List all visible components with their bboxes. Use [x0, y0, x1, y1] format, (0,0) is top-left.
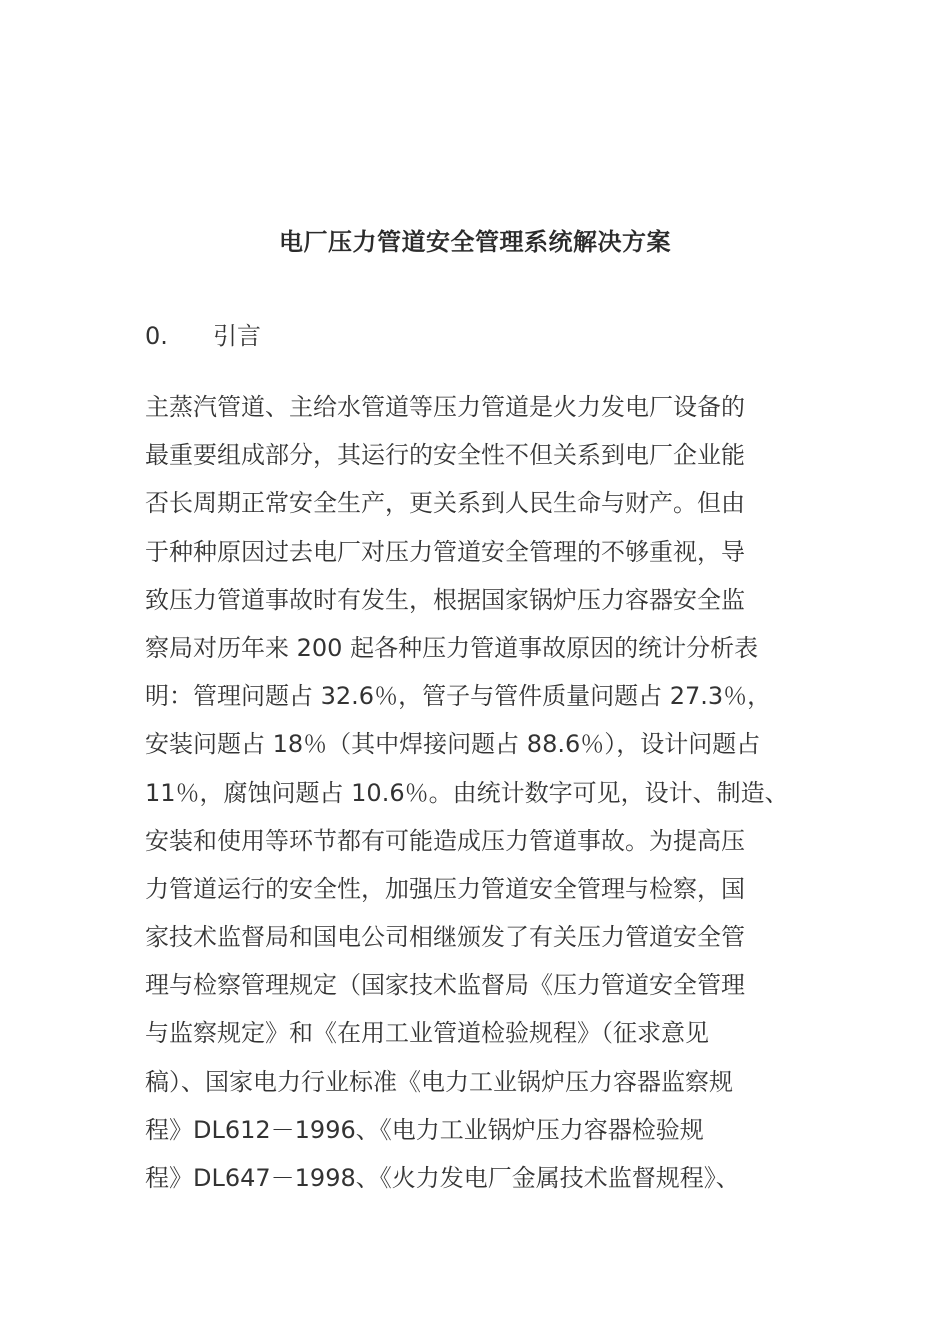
paragraph-line: 最重要组成部分，其运行的安全性不但关系到电厂企业能 [145, 441, 745, 470]
section-number: 0. [145, 322, 168, 350]
paragraph-line: 家技术监督局和国电公司相继颁发了有关压力管道安全管 [145, 923, 745, 952]
paragraph-line: 程》DL612－1996、《电力工业锅炉压力容器检验规 [145, 1115, 704, 1144]
paragraph-line: 致压力管道事故时有发生，根据国家锅炉压力容器安全监 [145, 585, 745, 614]
paragraph-line: 察局对历年来 200 起各种压力管道事故原因的统计分析表 [145, 633, 759, 662]
paragraph-line: 理与检察管理规定（国家技术监督局《压力管道安全管理 [145, 971, 745, 1000]
paragraph-line: 于种种原因过去电厂对压力管道安全管理的不够重视，导 [145, 537, 745, 566]
paragraph-line: 程》DL647－1998、《火力发电厂金属技术监督规程》、 [145, 1164, 740, 1192]
section-heading [145, 316, 261, 356]
paragraph-line: 否长周期正常安全生产，更关系到人民生命与财产。但由 [145, 489, 745, 518]
paragraph-line: 明：管理问题占 32.6％，管子与管件质量问题占 27.3％， [145, 682, 772, 711]
body-paragraph [145, 383, 845, 1202]
paragraph-line: 安装和使用等环节都有可能造成压力管道事故。为提高压 [145, 826, 745, 855]
paragraph-line: 与监察规定》和《在用工业管道检验规程》（征求意见 [145, 1019, 709, 1048]
paragraph-line: 安装问题占 18％（其中焊接问题占 88.6％），设计问题占 [145, 730, 761, 759]
document-title: 电厂压力管道安全管理系统解决方案 [279, 228, 671, 256]
paragraph-line: 主蒸汽管道、主给水管道等压力管道是火力发电厂设备的 [145, 393, 745, 421]
paragraph-line: 力管道运行的安全性，加强压力管道安全管理与检察，国 [145, 874, 745, 903]
paragraph-line: 稿）、国家电力行业标准《电力工业锅炉压力容器监察规 [145, 1067, 733, 1096]
paragraph-line: 11％，腐蚀问题占 10.6％。由统计数字可见，设计、制造、 [145, 778, 789, 807]
section-heading-text: 引言 [213, 322, 261, 350]
